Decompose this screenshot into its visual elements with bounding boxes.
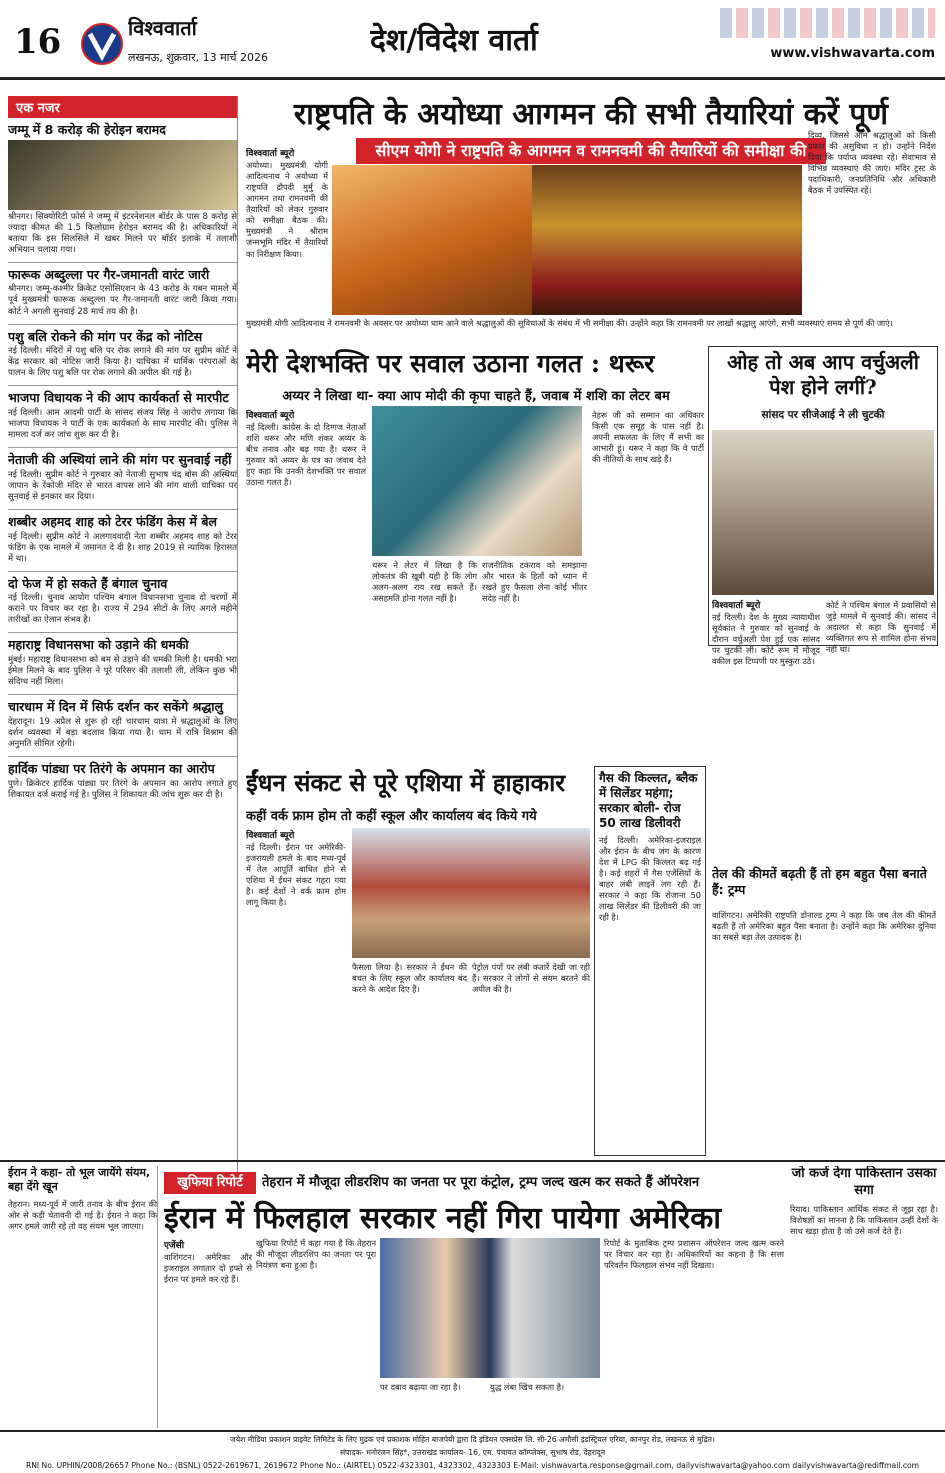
fuel-crisis-headline: ईंधन संकट से पूरे एशिया में हाहाकार: [246, 768, 566, 797]
ram-story-column: मुख्यमंत्री योगी आदित्यनाथ ने रामनवमी के अवसर पर अयोध्या धाम आने वाले श्रद्धालुओं की सुविधाओं के संबंध में भी समीक्षा की। उन्होंने कहा कि रामनवमी पर लाखों श्रद्धालु आएंगे, सभी व्यवस्थाएं समय से पूर्ण की जाएं।: [246, 318, 893, 328]
lpg-shortage-box: [594, 766, 706, 1156]
trump-oil-text: वाशिंगटन। अमेरिकी राष्ट्रपति डोनाल्ड ट्रम्प ने कहा कि जब तेल की कीमतें बढ़ती हैं तो अमेरिका बहुत पैसा बनाता है। उन्होंने कहा कि अमेरिका दुनिया का सबसे बड़ा तेल उत्पादक है।: [712, 910, 936, 943]
brief-headline: जम्मू में 8 करोड़ की हेरोइन बरामद: [8, 122, 166, 137]
ram-story-column: अयोध्या। मुख्यमंत्री योगी आदित्यनाथ ने अयोध्या में राष्ट्रपति द्रौपदी मुर्मु के आगमन तथा रामनवमी की तैयारियों को लेकर गुरुवार को समीक्षा बैठक की। मुख्यमंत्री ने श्रीराम जन्मभूमि मंदिर में तैयारियों का निरीक्षण किया।: [246, 160, 328, 259]
ram-story-headline: राष्ट्रपति के अयोध्या आगमन की सभी तैयारियां करें पूर्ण: [293, 97, 889, 132]
fuel-crisis-subheadline: कहीं वर्क फ्राम होम तो कहीं स्कूल और कार्यालय बंद किये गये: [246, 809, 537, 824]
section-title: देश/विदेश वार्ता: [370, 23, 538, 58]
pakistan-story-headline: जो कर्ज देगा पाकिस्तान उसका सगा: [791, 1166, 937, 1198]
tharoor-column: थरूर ने लेटर में लिखा है कि लोकतंत्र की खूबी यही है कि लोग अलग-अलग राय रख सकते हैं। असहमति होना गलत नहीं है।: [372, 560, 477, 604]
brief-text: मुंबई। महाराष्ट्र विधानसभा को बम से उड़ाने की धमकी मिली है। धमकी भरा ईमेल मिलने के बाद पुलिस ने पूरे परिसर की तलाशी ली, लेकिन कुछ भी संदिग्ध नहीं मिला।: [8, 655, 237, 688]
brief-headline: महाराष्ट्र विधानसभा को उड़ाने की धमकी: [8, 637, 189, 653]
brief-headline: चारधाम में दिन में सिर्फ दर्शन कर सकेंगे श्रद्धालु: [8, 699, 224, 715]
gas-cylinder-queue-photo: [352, 828, 590, 958]
brief-text: श्रीनगर। सिक्योरिटी फोर्स ने जम्मू में इंटरनेशनल बॉर्डर के पास 8 करोड़ से ज्यादा कीमत की 1.5 किलोग्राम हेरोइन बरामद की है। अधिकारियों ने बताया कि इस सिलसिले में खबर मिलने पर बॉर्डर इलाके में तलाशी अभियान चलाया गया।: [8, 211, 237, 255]
fuel-crisis-byline: विश्ववार्ता ब्यूरो: [246, 831, 295, 841]
brief-headline: फारूक अब्दुल्ला पर गैर-जमानती वारंट जारी: [8, 266, 210, 282]
brief-text: श्रीनगर। जम्मू-कश्मीर क्रिकेट एसोसिएशन के 43 करोड़ के गबन मामले में पूर्व मुख्यमंत्री फारूक अब्दुल्ला पर गैर-जमानती वारंट जारी किया गया। कोर्ट ने अगली सुनवाई 28 मार्च तय की है।: [8, 284, 237, 317]
brand-logo-icon: [80, 22, 124, 66]
brief-text: पुणे। क्रिकेटर हार्दिक पांड्या पर तिरंगे के अपमान का आरोप लगाते हुए शिकायत दर्ज कराई गई है। पुलिस ने शिकायत की जांच शुरू कर दी है।: [8, 778, 237, 800]
brief-headline: पशु बलि रोकने की मांग पर केंद्र को नोटिस: [8, 328, 203, 344]
brief-headline: हार्दिक पांड्या पर तिरंगे के अपमान का आरोप: [8, 760, 215, 776]
iran-warning-headline: ईरान ने कहा- तो भूल जायेंगे संयम, बहा देंगे खून: [8, 1166, 151, 1194]
tharoor-column: राजनीतिक टकराव को समझाना और भारत के हितों को ध्यान में रखते हुए फैसला लेना कोई भीतर संदेह नहीं है।: [482, 560, 587, 604]
ek-nazar-kicker: एक नजर: [8, 96, 237, 118]
cji-story-byline: विश्ववार्ता ब्यूरो: [712, 601, 761, 611]
trump-oil-headline: तेल की कीमतें बढ़ती हैं तो हम बहुत पैसा बनाते हैं: ट्रम्प: [712, 866, 927, 897]
masthead: [0, 0, 945, 80]
brief-headline: दो फेज में हो सकते हैं बंगाल चुनाव: [8, 575, 168, 591]
cji-story-subheadline: सांसद पर सीजेआई ने ली चुटकी: [761, 409, 885, 421]
cji-story-column: नई दिल्ली। देश के मुख्य न्यायाधीश सूर्यकांत ने गुरुवार को सुनवाई के दौरान वर्चुअली पेश हुईं एक सांसद पर चुटकी ली। कोर्ट रूम में मौजूद वकील इस टिप्पणी पर मुस्कुरा उठे।: [712, 612, 820, 667]
brief-headline: नेताजी की अस्थियां लाने की मांग पर सुनवाई नहीं: [8, 452, 232, 468]
imprint-line: RNI No. UPHIN/2008/26657 Phone No.: (BSNL) 0522-2619671, 2619672 Phone No.: (AIRTEL) 0522-4323301, 4323302, 4323303 E-Mail: vishwavarta.response@gmail.com, dailyvishwavarta@yahoo.com dailyvishwavarta@rediffmail.com: [25, 1461, 920, 1470]
intel-report-kicker: खुफिया रिपोर्ट: [164, 1172, 256, 1194]
tharoor-column: नई दिल्ली। कांग्रेस के दो दिग्गज नेताओं शशि थरूर और मणि शंकर अय्यर के बीच तनाव और बढ़ गया है। थरूर ने गुरुवार को अय्यर के पत्र का जवाब देते हुए कहा कि उनकी देशभक्ति पर सवाल उठाना गलत है।: [246, 422, 366, 488]
brief-headline: भाजपा विधायक ने की आप कार्यकर्ता से मारपीट: [8, 390, 229, 406]
tharoor-photo: [372, 406, 582, 556]
decorative-stripes: [720, 8, 935, 38]
brief-text: नई दिल्ली। मंदिरों में पशु बलि पर रोक लगाने की मांग पर सुप्रीम कोर्ट ने केंद्र सरकार को नोटिस जारी किया है। याचिका में धार्मिक परंपराओं के पालन के लिए पशु बलि पर रोक लगाने की अपील की गई है।: [8, 346, 237, 379]
iran-story-headline: ईरान में फिलहाल सरकार नहीं गिरा पायेगा अमेरिका: [164, 1201, 722, 1236]
pakistan-story-text: रियाद। पाकिस्तान आर्थिक संकट से जूझ रहा है। विशेषज्ञों का मानना है कि पाकिस्तान उन्हीं देशों के साथ खड़ा होता है जो उसे कर्ज देते हैं।: [790, 1203, 938, 1236]
cji-story-headline: ओह तो अब आप वर्चुअली पेश होने लगीं?: [727, 350, 919, 399]
iran-story-deck: तेहरान में मौजूदा लीडरशिप का जनता पर पूरा कंट्रोल, ट्रम्प जल्द खत्म कर सकते हैं ऑपरेशन: [262, 1175, 700, 1190]
iran-story-byline: एजेंसी: [164, 1241, 185, 1251]
trump-netanyahu-photo: [380, 1238, 600, 1378]
cji-story-column: कोर्ट ने पश्चिम बंगाल में प्रवासियों से जुड़े मामले में सुनवाई की। सांसद ने अदालत से कहा कि सुनवाई में व्यक्तिगत रूप से शामिल होना संभव नहीं था।: [826, 600, 936, 655]
yogi-photo: [332, 165, 532, 315]
tharoor-column: नेहरू जी को सम्मान का अधिकार किसी एक समूह के पास नहीं है। अपनी सफलता के लिए मैं सभी का आभारी हूं। थरूर ने कहा कि वे पार्टी की नीतियों के साथ खड़े हैं।: [592, 410, 704, 465]
lpg-shortage-text: नई दिल्ली। अमेरिका-इजराइल और ईरान के बीच जंग के कारण देश में LPG की किल्लत बढ़ गई है। कई शहरों में गैस एजेंसियों के बाहर लंबी लाइनें लग रही हैं। सरकार ने कहा कि रोजाना 50 लाख सिलेंडर की डिलीवरी की जा रही है।: [599, 835, 701, 923]
brief-text: नई दिल्ली। सुप्रीम कोर्ट ने गुरुवार को नेताजी सुभाष चंद्र बोस की अस्थियां जापान के रेंकोजी मंदिर से भारत वापस लाने की मांग वाली याचिका पर सुनवाई से इनकार कर दिया।: [8, 469, 237, 502]
tharoor-subheadline: अय्यर ने लिखा था- क्या आप मोदी की कृपा चाहते हैं, जवाब में शशि का लेटर बम: [282, 389, 670, 404]
section-divider: [0, 1160, 945, 1162]
dateline: लखनऊ, शुक्रवार, 13 मार्च 2026: [128, 51, 268, 64]
imprint-line: जयेश मीडिया प्रकाशन प्राइवेट लिमिटेड के लिए मुद्रक एवं प्रकाशक मोहित बाजपेयी द्वारा दि इंडियन एक्सप्रेस लि. सी-26 अमौसी इंडस्ट्रियल एरिया, कानपुर रोड, लखनऊ से मुद्रित।: [230, 1435, 715, 1444]
ram-story-column: दिव्य, जिससे आम श्रद्धालुओं को किसी प्रकार की असुविधा न हो। उन्होंने निर्देश दिया कि पर्याप्त व्यवस्था रहे। सेवाभाव से विभिन्न व्यवस्थाएं की जाएं। मंदिर ट्रस्ट के पदाधिकारी, जनप्रतिनिधि और अधिकारी बैठक में उपस्थित रहे।: [808, 130, 936, 196]
tharoor-headline: मेरी देशभक्ति पर सवाल उठाना गलत : थरूर: [246, 349, 655, 378]
imprint-line: संपादक- मनोरंजन सिंह*, उत्तराखंड कार्यालय- 16, एम. पंचायत कॉम्प्लेक्स, सुभाष रोड, देहरादून: [339, 1448, 606, 1457]
brief-text: नई दिल्ली। सुप्रीम कोर्ट ने अलगाववादी नेता शब्बीर अहमद शाह को टेरर फंडिंग के एक मामले में जमानत दे दी है। शाह 2019 से न्यायिक हिरासत में था।: [8, 531, 237, 564]
page-number: 16: [14, 22, 62, 62]
tharoor-byline: विश्ववार्ता ब्यूरो: [246, 411, 295, 421]
brief-text: देहरादून। 19 अप्रैल से शुरू हो रही चारधाम यात्रा में श्रद्धालुओं के लिए दर्शन व्यवस्था में बड़ा बदलाव किया गया है। धाम में रात्रि विश्राम की अनुमति सीमित रहेगी।: [8, 716, 237, 749]
iran-story-column: युद्ध लंबा खिंच सकता है।: [490, 1382, 565, 1392]
iran-warning-column: [8, 1166, 158, 1428]
brand-name: विश्ववार्ता: [128, 16, 197, 40]
brief-text: नई दिल्ली। चुनाव आयोग पश्चिम बंगाल विधानसभा चुनाव दो चरणों में कराने पर विचार कर रहा है। राज्य में 294 सीटों के लिए अगले महीने तारीखों का ऐलान संभव है।: [8, 593, 237, 626]
fuel-crisis-column: नई दिल्ली। ईरान पर अमेरिकी-इजरायली हमले के बाद मध्य-पूर्व में तेल आपूर्ति बाधित होने से एशिया में ईंधन संकट गहरा गया है। कई देशों ने वर्क फ्राम होम लागू किया है।: [246, 842, 346, 908]
lpg-shortage-headline: गैस की किल्लत, ब्लैक में सिलेंडर महंगा; सरकार बोली- रोज 50 लाख डिलीवरी: [599, 771, 698, 830]
iran-warning-text: तेहरान। मध्य-पूर्व में जारी तनाव के बीच ईरान की ओर से कड़ी चेतावनी दी गई है। ईरान ने कहा कि अगर हमले जारी रहे तो वह संयम भूल जाएगा।: [8, 1198, 157, 1231]
iran-story-column: रिपोर्ट के मुताबिक ट्रम्प प्रशासन ऑपरेशन जल्द खत्म करने पर विचार कर रहा है। अधिकारियों का कहना है कि सत्ता परिवर्तन फिलहाल संभव नहीं दिखता।: [604, 1238, 784, 1271]
iran-story-column: वाशिंगटन। अमेरिका और इजराइल लगातार दो हफ्ते से ईरान पर हमले कर रहे हैं।: [164, 1252, 252, 1285]
courtroom-photo: [712, 430, 934, 595]
ram-story-byline: विश्ववार्ता ब्यूरो: [246, 149, 295, 159]
iran-story-column: खुफिया रिपोर्ट में कहा गया है कि तेहरान की मौजूदा लीडरशिप का जनता पर पूरा नियंत्रण बना हुआ है।: [256, 1238, 376, 1271]
imprint-footer: [0, 1430, 945, 1473]
brief-headline: शब्बीर अहमद शाह को टेरर फंडिंग केस में बेल: [8, 513, 217, 529]
ram-story-subheadline: सीएम योगी ने राष्ट्रपति के आगमन व रामनवमी की तैयारियों की समीक्षा की: [356, 138, 826, 164]
ram-idol-photo: [532, 165, 802, 315]
fuel-crisis-column: पेट्रोल पंपों पर लंबी कतारें देखी जा रही हैं। सरकार ने लोगों से संयम बरतने की अपील की है।: [472, 962, 590, 995]
pakistan-story-box: [790, 1166, 938, 1428]
brief-photo: [8, 140, 237, 210]
iran-story-column: पर दबाव बढ़ाया जा रहा है।: [380, 1382, 461, 1392]
ek-nazar-column: [8, 96, 238, 1186]
fuel-crisis-column: फैसला लिया है। सरकार ने ईंधन की बचत के लिए स्कूल और कार्यालय बंद करने के आदेश दिए हैं।: [352, 962, 467, 995]
brief-text: नई दिल्ली। आम आदमी पार्टी के सांसद संजय सिंह ने आरोप लगाया कि भाजपा विधायक ने पार्टी के एक कार्यकर्ता के साथ मारपीट की। पुलिस ने मामला दर्ज कर जांच शुरू कर दी है।: [8, 407, 237, 441]
website-link[interactable]: www.vishwavarta.com: [770, 46, 935, 61]
